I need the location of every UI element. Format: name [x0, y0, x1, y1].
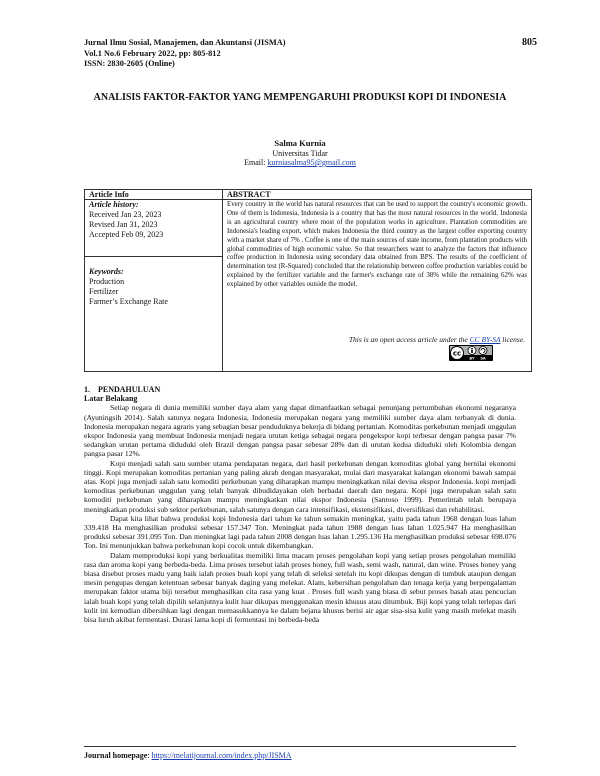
- paper-title: ANALISIS FAKTOR-FAKTOR YANG MEMPENGARUHI PRODUKSI KOPI DI INDONESIA: [93, 92, 507, 103]
- history-label: Article history:: [89, 200, 139, 209]
- body-paragraph: Setiap negara di dunia memiliki sumber daya alam yang dapat dimanfaatkan sebagai penunjang pertumbuhan ekonomi negaranya (Ayuningsih 2014). Salah satunya negara Indonesia, Indonesia merupakan negara yang memiliki sumber daya alam terbanyak di dunia. Indonesia merupakan negara agraris yang sebagian besar penduduknya bekerja di bidang pertanian. Komoditas perkebunan menjadi unggulan ekspor Indonesia yang membuat Indonesia menjadi negara urutan ketiga sebagai negara pengekspor kopi terbesar dengan pangsa pasar 7% sedangkan urutan pertama diduduki oleh Brazil dengan pangsa pasar sebesar 28% dan di urutan kedua diduduki oleh Kolombia dengan pangsa pasar 12%.: [84, 403, 516, 459]
- table-divider-vertical: [222, 190, 223, 371]
- author-affiliation: Universitas Tidar: [272, 148, 328, 158]
- section-heading: 1. PENDAHULUAN: [84, 385, 161, 394]
- body-paragraph: Dapat kita lihat bahwa produksi kopi Indonesia dari tahun ke tahun semakin meningkat, yaitu pada tahun 1968 dengan luas lahan 339.418 Ha menghasilkan produksi sebesar 157.347 Ton. Meningkat pada tahun 1988 dengan luas lahan 1.025.947 Ha menghasilkan produksi sebesar 391.095 Ton. Dan meningkat lagi pada tahun 2008 dengan luas lahan 1.295.136 Ha menghasilkan produksi sebesar 698.076 Ton. Ini menunjukkan bahwa perkebunan kopi cocok untuk dikembangkan.: [84, 513, 516, 551]
- cc-by-text: BY: [469, 356, 475, 361]
- journal-name: Jurnal Ilmu Sosial, Manajemen, dan Akuntansi (JISMA): [84, 38, 286, 47]
- volume-info: Vol.1 No.6 February 2022, pp: 805-812: [84, 48, 221, 58]
- author-block: [84, 139, 516, 168]
- article-history: [89, 200, 163, 240]
- license-link[interactable]: CC BY-SA: [469, 335, 501, 344]
- homepage-separator: :: [147, 751, 150, 760]
- cc-logo-text: cc: [452, 349, 462, 358]
- accepted-date: Accepted Feb 09, 2023: [89, 230, 164, 239]
- cc-by-sa-badge-icon[interactable]: [449, 345, 493, 361]
- article-info-heading: Article Info: [89, 190, 129, 199]
- subsection-heading: Latar Belakang: [84, 394, 138, 404]
- email-label: Email:: [244, 158, 266, 167]
- open-access-note: [349, 335, 525, 344]
- footer-divider: [84, 746, 516, 747]
- running-header: [84, 38, 285, 70]
- page-number: 805: [522, 37, 537, 48]
- keyword-item: Production: [89, 277, 125, 286]
- issn: ISSN: 2830-2605 (Online): [84, 59, 175, 68]
- keyword-item: Farmer’s Exchange Rate: [89, 297, 168, 306]
- keywords-label: Keywords:: [89, 267, 124, 276]
- abstract-text: Every country in the world has natural resources that can be used to support the country's economic growth. One of them is Indonesia, Indonesia is a country that has the most natural resources in the world. Indonesia is an agricultural country where most of the population works in agriculture. Plantation commodities are Indonesia's leading export, which makes Indonesia the third country as the largest coffee exporting country with a market share of 7% . Coffee is one of the main sources of state income, from plantation products with global commodities of high economic value. So that researchers want to analyze the factors that influence coffee production in Indonesia using secondary data obtained from BPS. The results of the coefficient of determination test (R-Squared) concluded that the relationship between coffee production variables could be explained by the fertilizer variable and the farmer's exchange rate of 38% while the remaining 62% was explained by other variables outside the model.: [227, 201, 527, 289]
- article-info-table: [84, 189, 532, 372]
- revised-date: Revised Jan 31, 2023: [89, 220, 158, 229]
- author-email-line: [84, 158, 516, 168]
- keywords-block: [89, 267, 168, 307]
- abstract-heading: ABSTRACT: [227, 190, 271, 199]
- author-email-link[interactable]: kurniasalma95@gmail.com: [267, 158, 356, 167]
- keyword-item: Fertilizer: [89, 287, 119, 296]
- cc-sa-text: SA: [480, 356, 486, 361]
- homepage-link[interactable]: https://melatijournal.com/index.php/JISMA: [151, 751, 292, 760]
- body-paragraph: Kopi menjadi salah satu sumber utama pendapatan negara, dari hasil perkebunan dengan komoditas global yang bernilai ekonomi tinggi. Kopi merupakan komoditas pertanian yang paling akrab dengan masyarakat, mulai dari masyarakat kalangan ekonomi bawah sampai atas. Kopi juga menjadi salah satu komoditi perkebunan yang diharapkan mampu meningkatkan nilai devisa ekspor Indonesia. kopi menjadi komoditas perkebunan unggulan yang telah banyak dibudidayakan oleh berbadai daerah dan negara. Kopi juga merupakan salah satu komoditi perkebunan yang diharapkan mampu meningkatkan nilai ekspor Indonesia (Santoso 1999). Pemerintah telah berupaya meningkatkan produksi sub sektor perkebunan, salah satunya dengan cara intensifikasi, ekstensifikasi, diversifikasi dan rehabilitasi.: [84, 458, 516, 514]
- received-date: Received Jan 23, 2023: [89, 210, 162, 219]
- paper-body: [84, 385, 516, 624]
- journal-homepage-footer: [84, 751, 292, 760]
- homepage-label: Journal homepage: [84, 751, 148, 760]
- open-access-prefix: This is an open access article under the: [348, 335, 468, 344]
- table-divider-keywords: [85, 256, 222, 257]
- open-access-suffix: license.: [502, 335, 525, 344]
- body-paragraph: Dalam memproduksi kopi yang berkualitas memiliki lima macam proses pengolahan kopi yang setiap proses pengolahan memiliki rasa dan aroma kopi yang berbeda-beda. Lima proses tersebut ialah proses honey, full wash, semi wash, natural, dan wine. Proses honey yang biasa disebut proses madu yang baik ialah proses buah kopi yang telah di seleksi setelah itu kopi dikupas dengan di tumbuk ataupun dengan mesin pengupas dengan ketentuan sebesar banyak daging yang melekat. Alam, kebersihan pengolahan dan tenaga kerja yang berpengalaman merupakan faktor utama biji tersebut menghasilkan cita rasa yang kuat . Proses full wash yang biasa di sebut proses basah atau pencucian ialah buah kopi yang telah dipilih selanjutnya kulit luar dikupas menggunakan mesin khusus atau ditumbuk. Biji kopi yang telah terlepas dari kulit ini kemudian dibersihkan lagi dengan memasukkannya ke dalam bejana khusus berisi air agar sisa-sisa kulit yang masih melekat masih bisa luruh akibat fermentasi. Durasi lama kopi di fermentasi ini berbeda-beda: [84, 550, 516, 625]
- author-name: Salma Kurnia: [274, 138, 326, 148]
